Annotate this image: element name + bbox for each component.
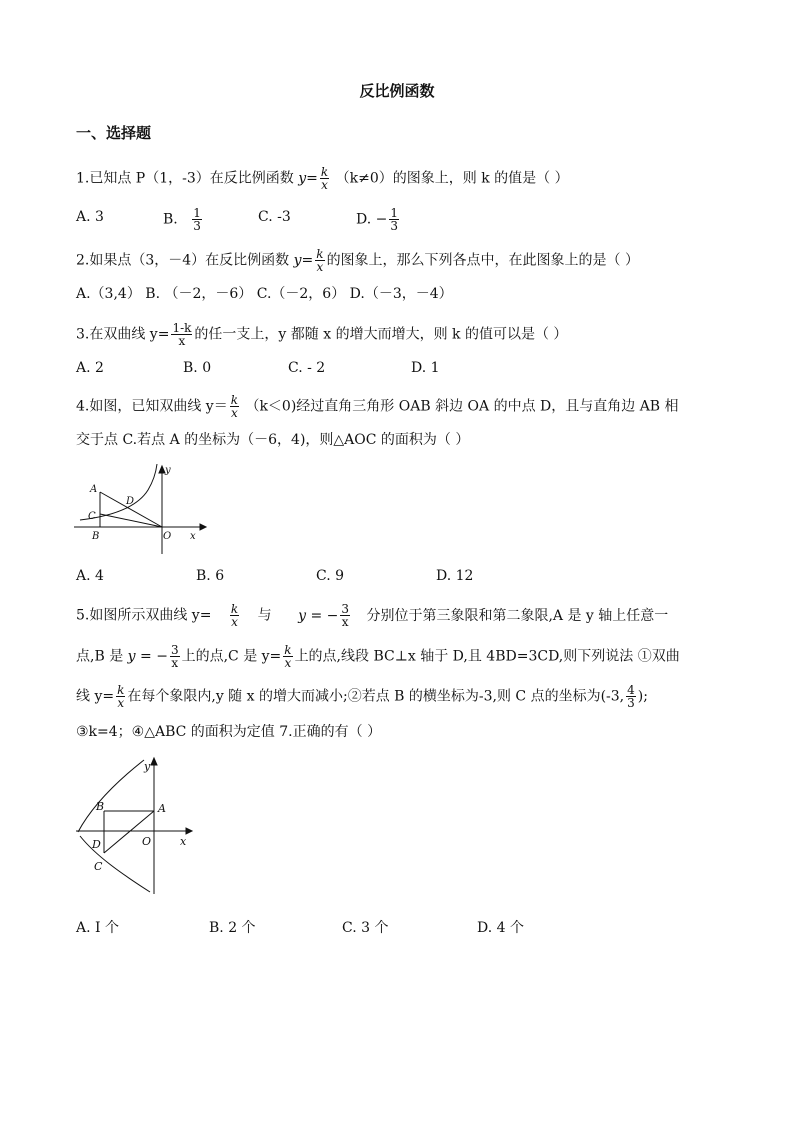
q5-option-d: D. 4 个 [477, 920, 524, 936]
q1-option-b [163, 207, 204, 232]
q5-l3-mid: 在每个象限内,y 随 x 的增大而减小;②若点 B 的横坐标为-3,则 C 点的坐标为(-3, [127, 688, 625, 705]
q5-label-o: O [142, 835, 152, 848]
q4-option-d: D. 12 [436, 568, 474, 584]
q5-line-3 [76, 684, 648, 709]
q4-label-b: B [92, 531, 100, 542]
q4-label-c: C [88, 511, 96, 522]
question-5 [76, 603, 668, 628]
q2-options: A.（3,4） B. （－2，－6） C.（－2，6） D.（－3，－4） [76, 286, 453, 302]
q4-label-o: O [163, 531, 172, 542]
q2-fraction [315, 248, 324, 273]
q5-l3-pre: 线 y= [76, 688, 115, 705]
q5-l3-frac2-num: 4 [627, 683, 635, 697]
q5-l3-fraction-2 [626, 684, 636, 709]
section-heading: 一、选择题 [76, 124, 152, 142]
q5-label-y: y [144, 760, 151, 773]
q5-hyperbola-2nd-quadrant [78, 760, 144, 832]
q1-formula-y: y [298, 170, 307, 187]
q2-formula-eq: = [301, 252, 314, 269]
q5-label-d: D [92, 838, 101, 851]
q5-option-c: C. 3 个 [342, 920, 389, 936]
q5-l2-fraction [170, 644, 180, 669]
q1-option-b-den: 3 [193, 219, 201, 233]
q5-frac1-den: x [231, 615, 238, 629]
page-title: 反比例函数 [359, 82, 435, 100]
question-1 [76, 166, 569, 191]
q5-l2-frac2-den: x [284, 656, 292, 670]
q5-l3-post: ); [637, 688, 648, 705]
q3-option-c: C. - 2 [288, 360, 326, 376]
q1-option-b-num: 1 [193, 206, 201, 220]
q5-l2-mid: 上的点,C 是 y= [181, 648, 282, 665]
q2-formula-y: y [293, 252, 302, 269]
q4-label-x: x [190, 531, 196, 542]
q5-l2-fraction-2 [283, 644, 292, 669]
q1-fraction [320, 166, 329, 191]
q5-frac2-num: 3 [341, 602, 350, 616]
q1-frac-num: k [320, 165, 329, 179]
q5-option-a: A. I 个 [76, 920, 119, 936]
q1-option-b-label: B. [163, 211, 178, 228]
q4-x-arrow [200, 524, 206, 530]
q5-l2-frac-num: 3 [170, 643, 179, 657]
q5-text-mid: 与 [257, 607, 272, 624]
q5-l3-fraction [116, 684, 125, 709]
question-2 [76, 248, 639, 273]
q5-text-post: 分别位于第三象限和第二象限,A 是 y 轴上任意一 [366, 607, 669, 624]
q4-option-b: B. 6 [196, 568, 225, 584]
q5-l2-frac-den: x [171, 656, 179, 670]
q4-label-a: A [90, 484, 98, 495]
q1-formula-eq: = [306, 170, 318, 187]
q1-frac-den: x [321, 178, 328, 192]
q3-text-post: 的任一支上，y 都随 x 的增大而增大，则 k 的值可以是（ ） [194, 326, 568, 343]
q5-fraction-1 [230, 603, 239, 628]
q5-line-2 [76, 644, 680, 669]
q5-l2-formula: y = − [127, 648, 168, 665]
q5-x-arrow [186, 828, 192, 834]
q5-frac1-num: k [230, 602, 239, 616]
q5-fraction-2 [340, 603, 350, 628]
q3-frac-num: 1-k [172, 321, 192, 335]
q1-option-c: C. -3 [258, 209, 291, 225]
q5-label-c: C [94, 860, 103, 873]
q5-formula-2: y = − [298, 607, 339, 624]
q5-text-pre: 5.如图所示双曲线 y= [76, 607, 212, 624]
q5-l2-pre: 点,B 是 [76, 648, 124, 665]
q5-l3-frac-num: k [117, 683, 125, 697]
q3-option-a: A. 2 [76, 360, 104, 376]
q2-frac-den: x [316, 260, 324, 274]
question-3 [76, 322, 567, 347]
q2-text-post: 的图象上，那么下列各点中，在此图象上的是（ ） [326, 252, 640, 269]
q1-option-d-den: 3 [390, 219, 398, 233]
q3-text-pre: 3.在双曲线 y= [76, 326, 170, 343]
q4-line-2: 交于点 C.若点 A 的坐标为（－6，4)，则△AOC 的面积为（ ） [76, 432, 470, 448]
q4-text-pre: 4.如图，已知双曲线 y＝ [76, 398, 228, 415]
q2-text-pre: 2.如果点（3，－4）在反比例函数 [76, 252, 290, 269]
q1-option-d-num: 1 [390, 206, 398, 220]
q5-label-b: B [96, 800, 105, 813]
q5-line-4: ③k=4；④△ABC 的面积为定值 7.正确的有（ ） [76, 724, 382, 740]
q2-frac-num: k [316, 247, 324, 261]
q1-option-d-label: D. − [356, 211, 388, 228]
q1-option-d [356, 207, 401, 232]
q5-option-b: B. 2 个 [209, 920, 256, 936]
q5-frac2-den: x [341, 615, 349, 629]
q4-frac-den: x [230, 406, 238, 420]
q5-l3-frac-den: x [117, 696, 125, 710]
q1-text-pre: 1.已知点 P（1，-3）在反比例函数 [76, 170, 294, 187]
q4-frac-num: k [230, 393, 238, 407]
q5-l3-frac2-den: 3 [627, 696, 635, 710]
q5-y-arrow [151, 758, 157, 765]
q4-fraction [230, 394, 239, 419]
q4-label-d: D [126, 496, 135, 507]
question-4 [76, 394, 679, 419]
q4-label-y: y [165, 465, 171, 476]
q4-option-a: A. 4 [76, 568, 104, 584]
q4-text-post: （k＜0)经过直角三角形 OAB 斜边 OA 的中点 D，且与直角边 AB 相 [245, 398, 679, 415]
q5-l2-frac2-num: k [284, 643, 292, 657]
q1-option-a: A. 3 [76, 209, 104, 225]
q1-text-post: （k≠0）的图象上，则 k 的值是（ ） [335, 170, 569, 187]
q5-label-a: A [158, 802, 166, 815]
q5-l2-post: 上的点,线段 BC⊥x 轴于 D,且 4BD=3CD,则下列说法 ①双曲 [294, 648, 680, 665]
q3-option-b: B. 0 [183, 360, 212, 376]
q3-fraction [171, 322, 192, 347]
q4-option-c: C. 9 [316, 568, 345, 584]
q5-label-x: x [180, 835, 187, 848]
q3-option-d: D. 1 [411, 360, 440, 376]
q3-frac-den: x [178, 334, 186, 348]
q4-figure [74, 462, 214, 558]
q5-figure [74, 756, 198, 896]
q4-segment-oc [100, 514, 162, 527]
